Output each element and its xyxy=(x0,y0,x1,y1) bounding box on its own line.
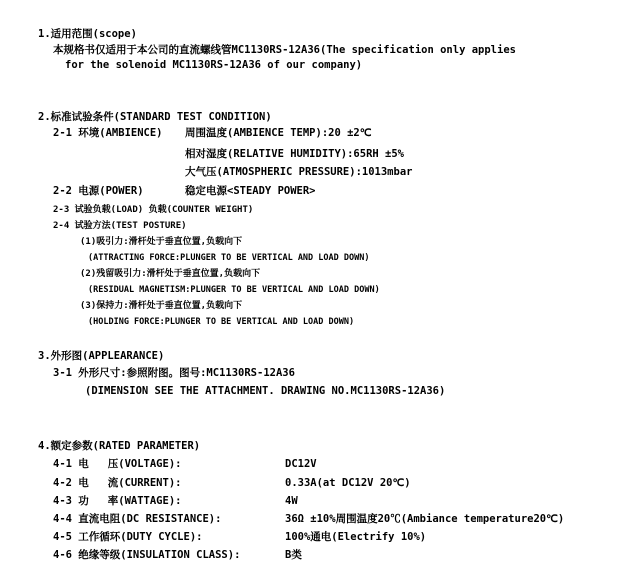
section-2-title: 2.标准试验条件(STANDARD TEST CONDITION) xyxy=(38,111,272,123)
param-value: DC12V xyxy=(285,458,317,470)
param-value: 36Ω ±10%周围温度20℃(Ambiance temperature20℃) xyxy=(285,513,565,525)
param-value: 0.33A(at DC12V 20℃) xyxy=(285,477,411,489)
param-label: 4-3 功 率(WATTAGE): xyxy=(53,495,182,507)
ambience-pressure: 大气压(ATMOSPHERIC PRESSURE):1013mbar xyxy=(185,166,413,178)
power-value: 稳定电源<STEADY POWER> xyxy=(185,185,316,197)
param-label: 4-2 电 流(CURRENT): xyxy=(53,477,182,489)
param-label: 4-4 直流电阻(DC RESISTANCE): xyxy=(53,513,222,525)
test-method: 2-4 试验方法(TEST POSTURE) xyxy=(53,221,187,231)
method-1-en: (ATTRACTING FORCE:PLUNGER TO BE VERTICAL AND LOAD DOWN) xyxy=(88,253,370,263)
param-label: 4-1 电 压(VOLTAGE): xyxy=(53,458,182,470)
test-load: 2-3 试验负载(LOAD) 负载(COUNTER WEIGHT) xyxy=(53,205,254,215)
dimension-cn: 3-1 外形尺寸:参照附图。图号:MC1130RS-12A36 xyxy=(53,367,295,379)
param-value: B类 xyxy=(285,549,302,561)
power-label: 2-2 电源(POWER) xyxy=(53,185,144,197)
section-3-title: 3.外形图(APPLEARANCE) xyxy=(38,350,165,362)
method-2-cn: (2)残留吸引力:滑杆处于垂直位置,负载向下 xyxy=(80,269,261,279)
param-value: 4W xyxy=(285,495,298,507)
param-label: 4-5 工作循环(DUTY CYCLE): xyxy=(53,531,203,543)
ambience-label: 2-1 环境(AMBIENCE) xyxy=(53,127,163,139)
ambience-temp: 周围温度(AMBIENCE TEMP):20 ±2℃ xyxy=(185,127,372,139)
scope-line-2: for the solenoid MC1130RS-12A36 of our company) xyxy=(65,59,363,71)
dimension-en: (DIMENSION SEE THE ATTACHMENT. DRAWING NO.MC1130RS-12A36) xyxy=(85,385,446,397)
method-3-cn: (3)保持力:滑杆处于垂直位置,负载向下 xyxy=(80,301,243,311)
param-value: 100%通电(Electrify 10%) xyxy=(285,531,427,543)
ambience-humidity: 相对湿度(RELATIVE HUMIDITY):65RH ±5% xyxy=(185,148,405,160)
method-2-en: (RESIDUAL MAGNETISM:PLUNGER TO BE VERTICAL AND LOAD DOWN) xyxy=(88,285,380,295)
section-1-title: 1.适用范围(scope) xyxy=(38,28,137,40)
param-label: 4-6 绝缘等级(INSULATION CLASS): xyxy=(53,549,241,561)
method-3-en: (HOLDING FORCE:PLUNGER TO BE VERTICAL AND LOAD DOWN) xyxy=(88,317,355,327)
scope-line-1: 本规格书仅适用于本公司的直流螺线管MC1130RS-12A36(The specification only applies xyxy=(53,44,516,56)
method-1-cn: (1)吸引力:滑杆处于垂直位置,负载向下 xyxy=(80,237,243,247)
section-4-title: 4.额定参数(RATED PARAMETER) xyxy=(38,440,201,452)
